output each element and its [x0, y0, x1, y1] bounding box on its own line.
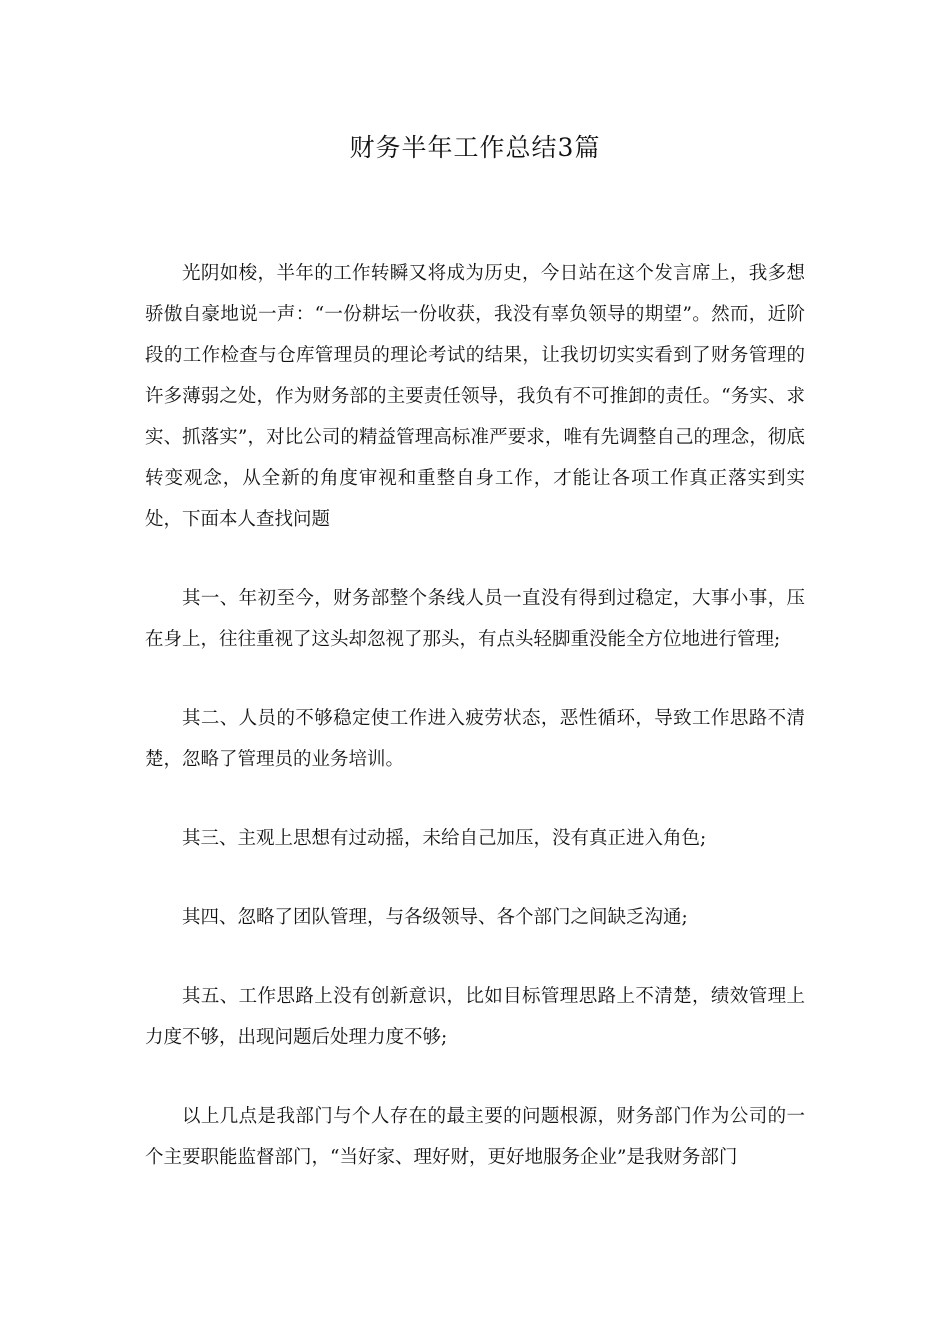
paragraph-intro: 光阴如梭，半年的工作转瞬又将成为历史，今日站在这个发言席上，我多想骄傲自豪地说一声：“一份耕坛一份收获，我没有辜负领导的期望”。然而，近阶段的工作检查与仓库管理员的理论考试的结果，让我切切实实看到了财务管理的许多薄弱之处，作为财务部的主要责任领导，我负有不可推卸的责任。“务实、求实、抓落实”，对比公司的精益管理高标准严要求，唯有先调整自己的理念，彻底转变观念，从全新的角度审视和重整自身工作，才能让各项工作真正落实到实处，下面本人查找问题: [145, 263, 805, 530]
paragraph-issue-5: 其五、工作思路上没有创新意识，比如目标管理思路上不清楚，绩效管理上力度不够，出现问题后处理力度不够;: [145, 986, 805, 1048]
paragraph-issue-3: 其三、主观上思想有过动摇，未给自己加压，没有真正进入角色;: [182, 828, 707, 849]
paragraph-issue-2: 其二、人员的不够稳定使工作进入疲劳状态，恶性循环，导致工作思路不清楚，忽略了管理员的业务培训。: [145, 708, 805, 770]
paragraph-summary: 以上几点是我部门与个人存在的最主要的问题根源，财务部门作为公司的一个主要职能监督部门，“当好家、理好财，更好地服务企业”是我财务部门: [145, 1106, 805, 1168]
paragraph-issue-4: 其四、忽略了团队管理，与各级领导、各个部门之间缺乏沟通;: [182, 907, 688, 928]
paragraph-issue-1: 其一、年初至今，财务部整个条线人员一直没有得到过稳定，大事小事，压在身上，往往重视了这头却忽视了那头，有点头轻脚重没能全方位地进行管理;: [145, 588, 805, 650]
document-body: [145, 253, 805, 1216]
document-title: 财务半年工作总结3篇: [349, 133, 601, 162]
